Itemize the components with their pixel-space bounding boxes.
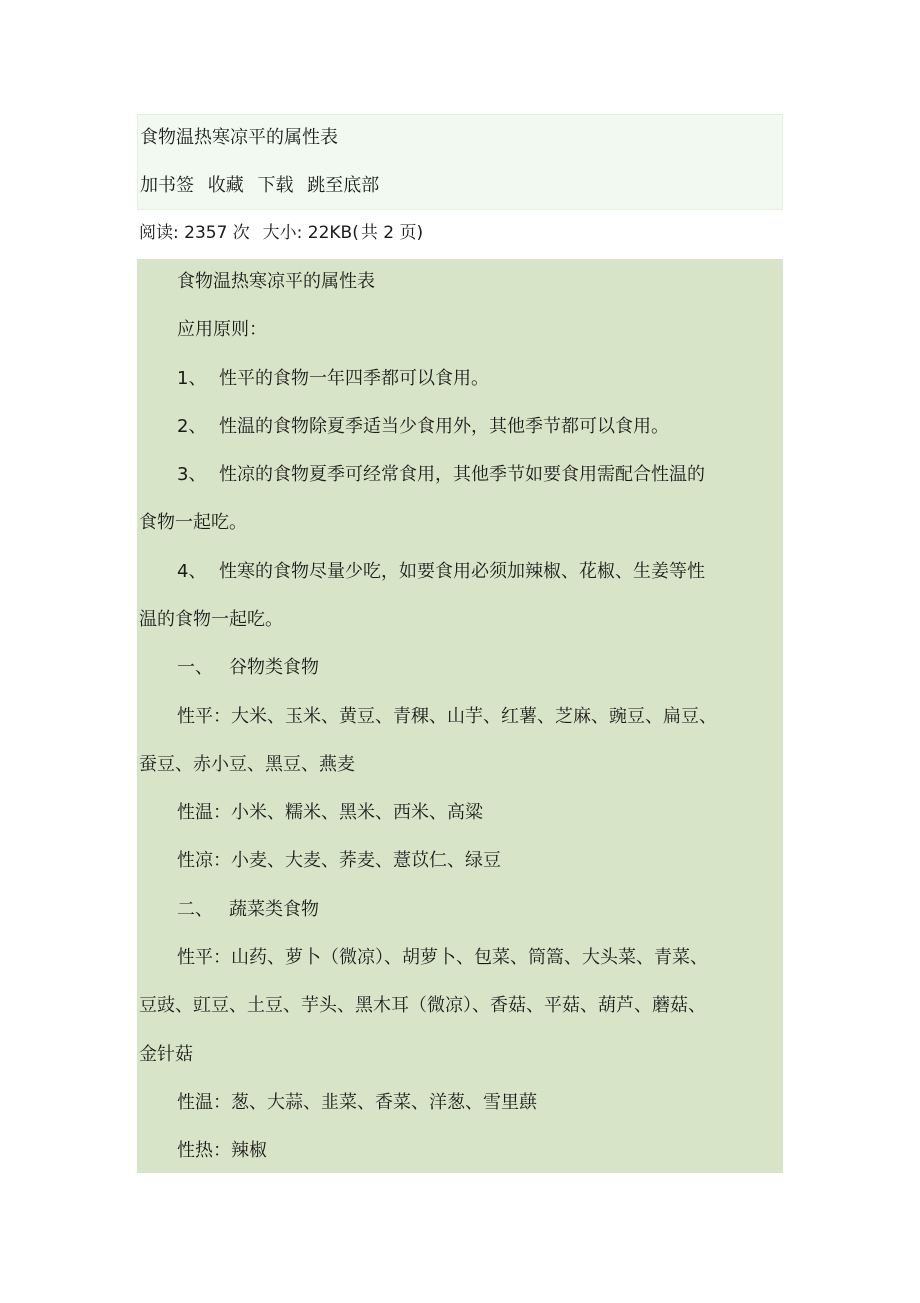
veg-neutral-continuation: 豆豉、豇豆、土豆、芋头、黑木耳（微凉）、香菇、平菇、葫芦、蘑菇、 <box>139 995 706 1016</box>
document-title: 食物温热寒凉平的属性表 <box>140 127 338 148</box>
rule-3 <box>177 463 705 487</box>
rule-text: 性寒的食物尽量少吃，如要食用必须加辣椒、花椒、生姜等性 <box>219 561 705 582</box>
file-size: 大小: 22KB( <box>262 223 359 243</box>
read-count: 阅读: 2357 次 <box>139 223 250 243</box>
rule-text: 性平的食物一年四季都可以食用。 <box>219 368 489 389</box>
header-actions <box>140 174 387 198</box>
jump-to-bottom-link[interactable]: 跳至底部 <box>307 175 380 196</box>
bookmark-link[interactable]: 加书签 <box>140 175 194 196</box>
document-header <box>137 114 783 210</box>
download-link[interactable]: 下载 <box>257 175 294 196</box>
document-body <box>137 259 783 1173</box>
veg-warm: 性温：葱、大蒜、韭菜、香菜、洋葱、雪里蕻 <box>177 1092 537 1113</box>
grains-neutral-continuation: 蚕豆、赤小豆、黑豆、燕麦 <box>139 754 355 775</box>
favorite-link[interactable]: 收藏 <box>207 175 244 196</box>
section-title: 谷物类食物 <box>229 657 319 678</box>
rule-text: 性温的食物除夏季适当少食用外，其他季节都可以食用。 <box>219 416 669 437</box>
rule-3-continuation: 食物一起吃。 <box>139 512 247 533</box>
principle-heading: 应用原则： <box>177 319 267 340</box>
rule-2 <box>177 415 669 439</box>
veg-neutral: 性平：山药、萝卜（微凉）、胡萝卜、包菜、筒篙、大头菜、青菜、 <box>177 947 708 968</box>
rule-number: 1、 <box>177 368 207 389</box>
page-count: 共 2 页) <box>360 223 424 243</box>
body-title: 食物温热寒凉平的属性表 <box>177 271 375 292</box>
section-heading-grains <box>177 656 319 680</box>
rule-1 <box>177 367 489 391</box>
veg-neutral-continuation-2: 金针菇 <box>139 1044 193 1065</box>
section-title: 蔬菜类食物 <box>229 899 319 920</box>
grains-warm: 性温：小米、糯米、黑米、西米、高粱 <box>177 802 483 823</box>
grains-cool: 性凉：小麦、大麦、荞麦、薏苡仁、绿豆 <box>177 850 501 871</box>
rule-4-continuation: 温的食物一起吃。 <box>139 609 283 630</box>
grains-neutral: 性平：大米、玉米、黄豆、青稞、山芋、红薯、芝麻、豌豆、扁豆、 <box>177 706 717 727</box>
rule-4 <box>177 560 705 584</box>
section-number: 二、 <box>177 899 213 920</box>
document-stats <box>139 221 425 245</box>
rule-number: 3、 <box>177 464 207 485</box>
rule-number: 4、 <box>177 561 207 582</box>
rule-text: 性凉的食物夏季可经常食用，其他季节如要食用需配合性温的 <box>219 464 705 485</box>
rule-number: 2、 <box>177 416 207 437</box>
section-heading-vegetables <box>177 898 319 922</box>
veg-hot: 性热：辣椒 <box>177 1140 267 1161</box>
section-number: 一、 <box>177 657 213 678</box>
